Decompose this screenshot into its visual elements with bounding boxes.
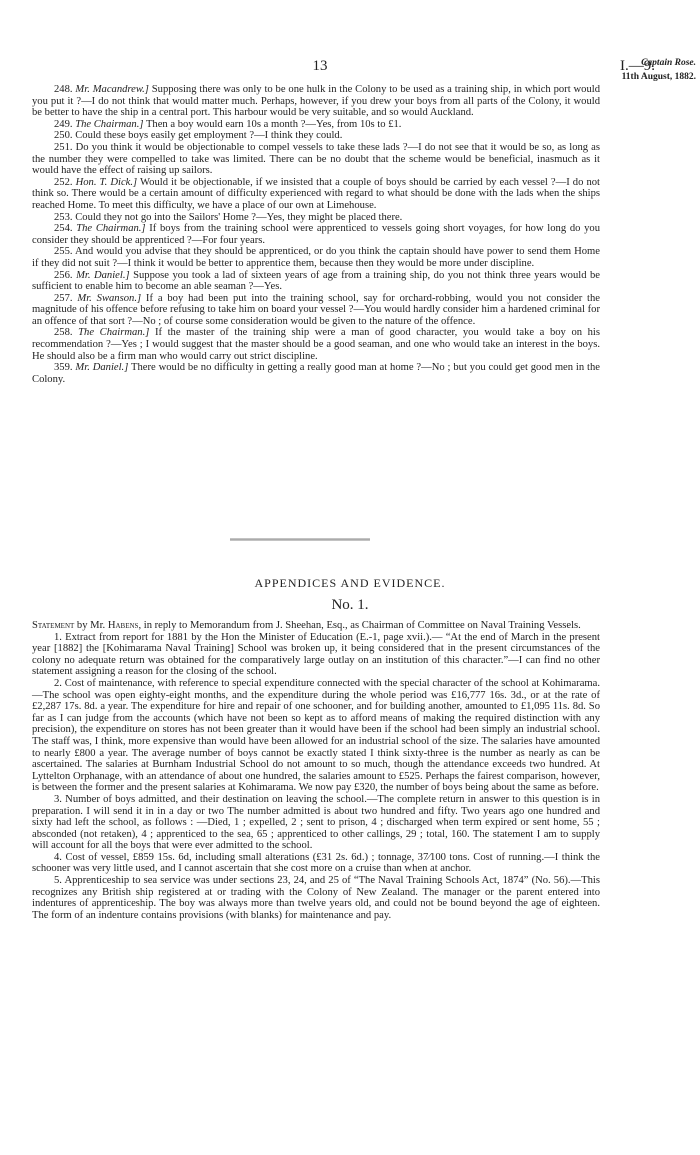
question-254: 254. The Chairman.] If boys from the training school were apprenticed to vessels going short voyages, for how long do you consider they should be apprenticed ?—For four years. — [32, 223, 600, 246]
question-249: 249. The Chairman.] Then a boy would earn 10s a month ?—Yes, from 10s to £1. — [54, 118, 402, 130]
margin-date-wrap — [604, 71, 696, 84]
statement-paragraph-5: 5. Apprenticeship to sea service was under sections 23, 24, and 25 of “The Naval Training Schools Act, 1874” (No. 56).—This recognizes any British ship registered at or trading with the Colony of New Zealand. The manager or the parent entered into indentures of apprenticeship. The boy was always more than twelve years old, and could not be bound beyond the age of eighteen. The form of an indenture contains provisions (with blanks) for maintenance and pay. — [32, 875, 600, 921]
appendix-statement — [32, 620, 600, 921]
margin-witness: Captain Rose. — [641, 58, 696, 68]
question-251: 251. Do you think it would be objectionable to compel vessels to take these lads ?—I do not see that it would be so, as long as the number they were compelled to take was limited. There can be no doubt that the scheme would be beneficial, inasmuch as it would have the effect of raising up sailors. — [32, 141, 600, 177]
appendix-number: No. 1. — [331, 597, 369, 613]
appendix-title: APPENDICES AND EVIDENCE. — [254, 576, 446, 590]
question-256: 256. Mr. Daniel.] Suppose you took a lad of sixteen years of age from a training ship, do you not think three years would be sufficient to enable him to become an able seaman ?—Yes. — [32, 269, 600, 293]
document-reference: I.—9. — [620, 58, 655, 74]
question-257: 257. Mr. Swanson.] If a boy had been put into the training school, say for orchard-robbing, would you not consider the magnitude of his offence before refusing to take him on board your vessel ?—You would hardly consider him a hardened criminal for an offence of that sort ?—No ; of course some consideration would be given to the nature of the offence. — [32, 292, 600, 327]
statement-paragraph-2: 2. Cost of maintenance, with reference to special expenditure connected with the special character of the school at Kohimarama.—The school was open eighty-eight months, and the expenditure during the whole period was £16,777 16s. 3d., or at the rate of £2,287 17s. 8d. a year. The expenditure for hire and repair of one schooner, and for building another, amounted to £1,095 11s. 8d. So far as I can judge from the accounts (which have not been so kept as to afford means of making the required distinction with any precision), the expenditure on stores has not been greater than it would have been if the school had been simply an industrial school. The staff was, I think, more expensive than would have been allowed for an industrial school of the size. The salaries have amounted to nearly £800 a year. The average number of boys cannot be exactly stated I think sixty-three is the number as nearly as can be ascertained. The salaries at Burnham Industrial School do not amount to so much, though the attendance exceeds two hundred. At Lyttelton Orphanage, with an attendance of about one hundred, the salaries amount to £525. Perhaps the fairest comparison, however, is between the former and the present salaries at Kohimarama. We now pay £320, the number of boys being about the same as before. — [32, 677, 600, 794]
question-248: 248. Mr. Macandrew.] Supposing there was only to be one hulk in the Colony to be used as a training ship, in which port would you put it ?—I do not think that would matter much. Perhaps, however, if you drew your boys from all parts of the Colony, it would be better to have the ship in a central port. This harbour would be very suitable, and so would Auckland. — [32, 84, 601, 119]
statement-paragraph-1: 1. Extract from report for 1881 by the Hon the Minister of Education (E.-1, page xvii.).— “At the end of March in the present year [1882] the [Kohimarama Naval Training] School was broken up, it being considered that in the present circumstances of the colony no adequate return was obtained for the comparatively large outlay on an institution of this character.”—I can find no other statement assigning a reason for the closing of the school. — [32, 631, 600, 678]
page-number: 13 — [312, 58, 328, 74]
question-253: 253. Could they not go into the Sailors' Home ?—Yes, they might be placed there. — [54, 211, 403, 223]
question-255: 255. And would you advise that they should be apprenticed, or do you think the captain should have power to send them Home if they did not suit ?—I think it would be better to apprentice them, because then they would be more under discipline. — [32, 246, 600, 269]
section-divider — [230, 538, 370, 541]
evidence-questions — [32, 84, 600, 385]
question-250: 250. Could these boys easily get employment ?—I think they could. — [54, 130, 343, 142]
statement-paragraph-3: 3. Number of boys admitted, and their destination on leaving the school.—The complete return in answer to this question is in preparation. I will send it in in a day or two The number admitted is about two hundred and fifty. Two years ago one hundred and sixty had left the school, as follows : —Died, 1 ; expelled, 2 ; sent to prison, 4 ; discharged when term expired or sent home, 55 ; absconded (not retaken), 4 ; apprenticed to the sea, 65 ; apprenticed to other callings, 29 ; total, 160. The statement I am to supply will account for all the boys that were ever admitted to the school. — [32, 793, 600, 852]
question-252: 252. Hon. T. Dick.] Would it be objectionable, if we insisted that a couple of boys should be carried by each vessel ?—I do not think so. There would be a certain amount of difficulty experienced with regard to what should be done with the lads when the ships reached Home. To meet this difficulty, we have a place of our own at Limehouse. — [32, 176, 600, 211]
statement-paragraph-4: 4. Cost of vessel, £859 15s. 6d, including small alterations (£31 2s. 6d.) ; tonnage, 37⁄100 tons. Cost of running.—I think the schooner was very little used, and I cannot ascertain that she cost more on a cruise than when at anchor. — [32, 851, 600, 875]
margin-note — [604, 57, 696, 70]
question-359: 359. Mr. Daniel.] There would be no difficulty in getting a really good man at home ?—No ; but you could get good men in the Colony. — [32, 362, 600, 385]
margin-date: 11th August, 1882. — [621, 72, 696, 82]
question-258: 258. The Chairman.] If the master of the training ship were a man of good character, you would take a boy on his recommendation ?—Yes ; I would suggest that the master should be a good seaman, and one who would take an interest in the boys. He should also be a firm man who would carry out strict discipline. — [32, 327, 600, 362]
statement-heading: Statement by Mr. Habens, in reply to Memorandum from J. Sheehan, Esq., as Chairman of Committee on Naval Training Vessels. — [32, 620, 581, 631]
